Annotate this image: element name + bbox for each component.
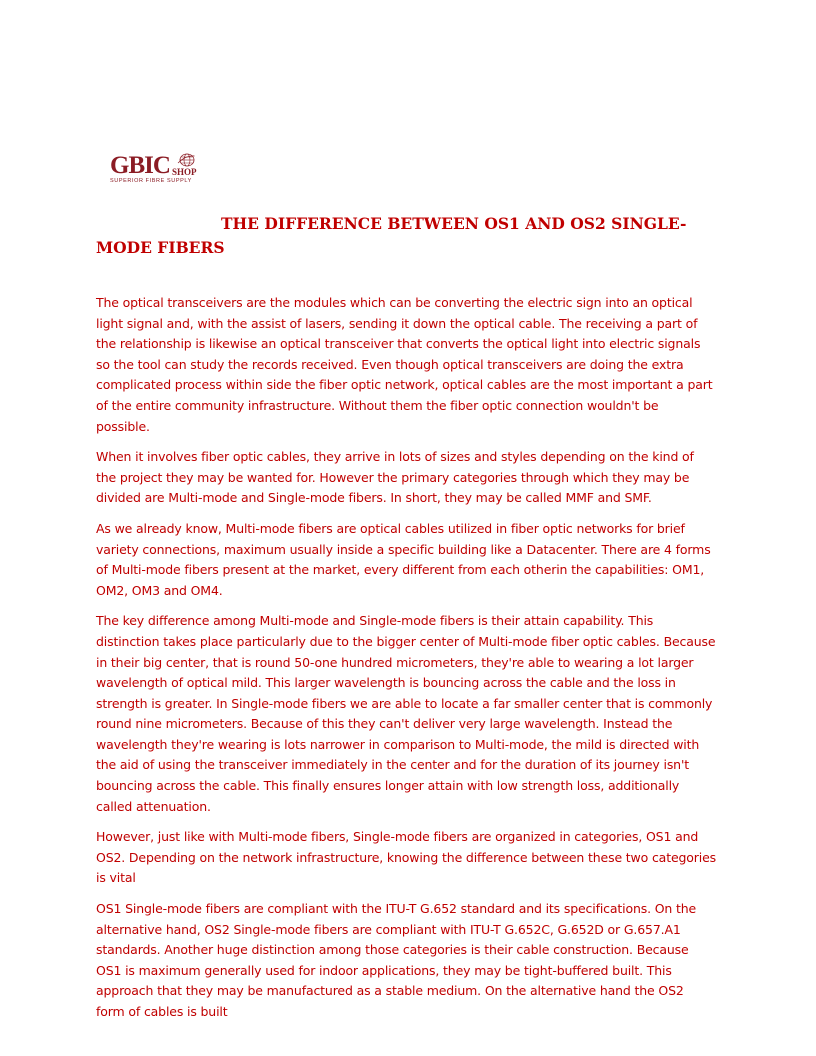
paragraph: The optical transceivers are the modules which can be converting the electric sign into an optical light signal and, with the assist of lasers, sending it down the optical cable. The receiving a part of the relationship is likewise an optical transceiver that converts the optical light into electric signals so the tool can study the records received. Even though optical transceivers are doing the extra complicated process within side the fiber optic network, optical cables are the most important a part of the entire community infrastructure. Without them the fiber optic connection wouldn't be possible. <box>96 295 713 434</box>
paragraph: When it involves fiber optic cables, they arrive in lots of sizes and styles depending on the kind of the project they may be wanted for. However the primary categories through which they may be divided are Multi-mode and Single-mode fibers. In short, they may be called MMF and SMF. <box>96 449 694 506</box>
logo-tagline: SUPERIOR FIBRE SUPPLY <box>110 178 192 184</box>
paragraph: The key difference among Multi-mode and Single-mode fibers is their attain capability. This distinction takes place particularly due to the bigger center of Multi-mode fiber optic cables. Because in their big center, that is round 50-one hundred micrometers, they're able to wearing a lot larger wavelength of optical mild. This larger wavelength is bouncing across the cable and the loss in strength is greater. In Single-mode fibers we are able to locate a far smaller center that is commonly round nine micrometers. Because of this they can't deliver very large wavelength. Instead the wavelength they're wearing is lots narrower in comparison to Multi-mode, the mild is directed with the aid of using the transceiver immediately in the center and for the duration of its journey isn't bouncing across the cable. This finally ensures longer attain with low strength loss, additionally called attenuation. <box>96 613 716 814</box>
logo-brand-text: GBIC <box>110 152 170 179</box>
paragraph: OS1 Single-mode fibers are compliant with the ITU-T G.652 standard and its specifications. On the alternative hand, OS2 Single-mode fibers are compliant with ITU-T G.652C, G.652D or G.657.A1 standards. Another huge distinction among those categories is their cable construction. Because OS1 is maximum generally used for indoor applications, they may be tight-buffered built. This approach that they may be manufactured as a stable medium. On the alternative hand the OS2 form of cables is built <box>96 901 697 1019</box>
paragraph: As we already know, Multi-mode fibers are optical cables utilized in fiber optic networks for brief variety connections, maximum usually inside a specific building like a Datacenter. There are 4 forms of Multi-mode fibers present at the market, every different from each otherin the capabilities: OM1, OM2, OM3 and OM4. <box>96 520 711 598</box>
gbic-shop-logo <box>110 153 210 187</box>
document-body <box>96 293 716 1033</box>
paragraph: However, just like with Multi-mode fibers, Single-mode fibers are organized in categories, OS1 and OS2. Depending on the network infrastructure, knowing the difference between these two categories is vital <box>96 829 716 886</box>
globe-icon <box>177 153 195 167</box>
logo-shop-text: SHOP <box>172 167 197 177</box>
document-title-text: THE DIFFERENCE BETWEEN OS1 AND OS2 SINGLE-MODE FIBERS <box>96 214 687 257</box>
document-title <box>96 212 716 260</box>
